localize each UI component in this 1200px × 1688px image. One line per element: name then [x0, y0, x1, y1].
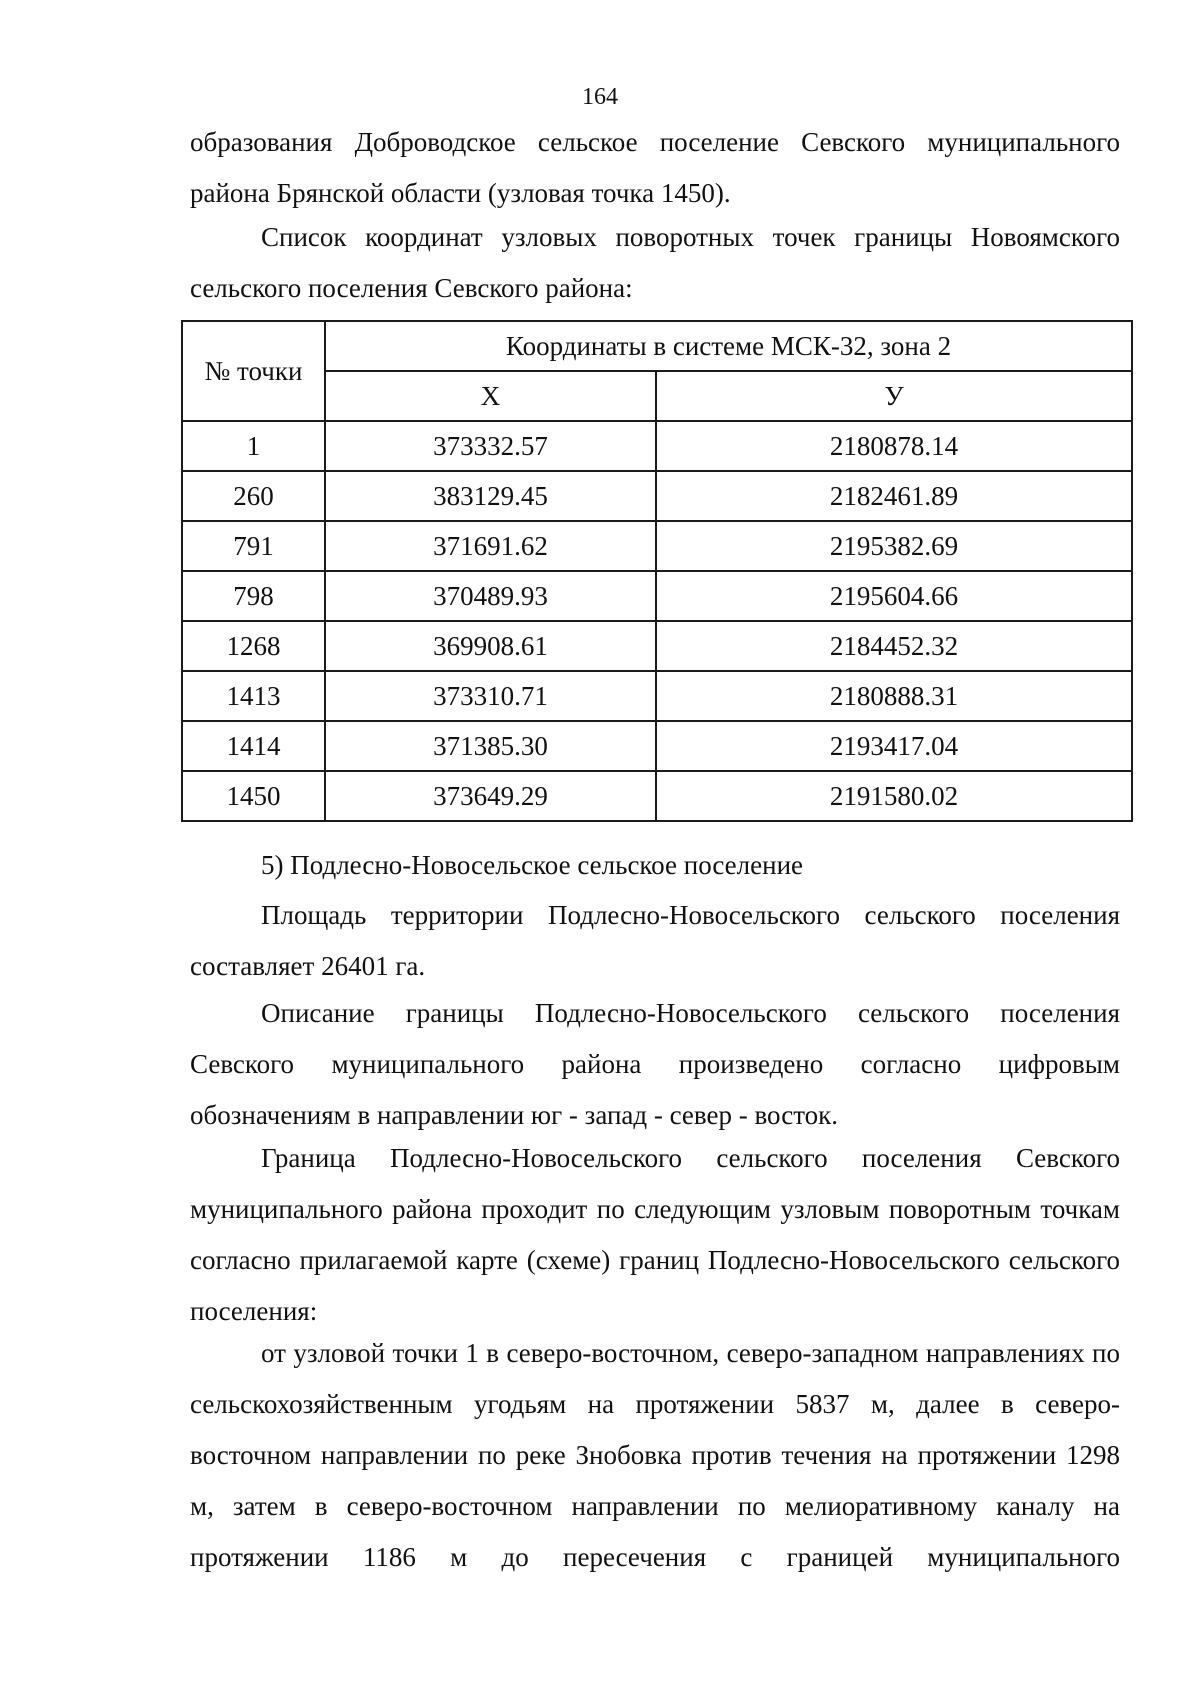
coordinates-table: [181, 320, 1133, 822]
x-cell: 373332.57: [325, 421, 656, 471]
point-cell: 1: [182, 421, 325, 471]
x-cell: 373649.29: [325, 771, 656, 821]
table-row: [182, 771, 1132, 821]
description-paragraph: Описание границы Подлесно-Новосельского сельского поселения Севского муниципального района произведено согласно цифровым обозначениям в направлении юг - запад - север - восток.: [190, 998, 1120, 1130]
y-cell: 2180878.14: [656, 421, 1132, 471]
y-cell: 2193417.04: [656, 721, 1132, 771]
list-heading: Список координат узловых поворотных точек границы Новоямского сельского поселения Севского района:: [190, 222, 1120, 303]
point-cell: 1450: [182, 771, 325, 821]
point-cell: 791: [182, 521, 325, 571]
route-paragraph: от узловой точки 1 в северо-восточном, северо-западном направлениях по сельскохозяйственным угодьям на протяжении 5837 м, далее в северо-восточном направлении по реке Знобовка против течения на протяжении 1298 м, затем в северо-восточном направлении по мелиоративному каналу на протяжении 1186 м до пересечения с границей муниципального: [190, 1338, 1120, 1572]
boundary-paragraph: Граница Подлесно-Новосельского сельского поселения Севского муниципального района проходит по следующим узловым поворотным точкам согласно прилагаемой карте (схеме) границ Подлесно-Новосельского сельского поселения:: [190, 1143, 1120, 1326]
table-row: [182, 521, 1132, 571]
area-paragraph: Площадь территории Подлесно-Новосельского сельского поселения составляет 26401 га.: [190, 900, 1120, 981]
x-cell: 370489.93: [325, 571, 656, 621]
y-cell: 2195604.66: [656, 571, 1132, 621]
coords-system-header: Координаты в системе МСК-32, зона 2: [325, 321, 1132, 371]
x-header: X: [325, 371, 656, 421]
point-number-header: № точки: [182, 321, 325, 421]
x-cell: 371691.62: [325, 521, 656, 571]
table-row: [182, 571, 1132, 621]
table-row: [182, 421, 1132, 471]
x-cell: 373310.71: [325, 671, 656, 721]
table-row: [182, 471, 1132, 521]
y-header: У: [656, 371, 1132, 421]
section-title: 5) Подлесно-Новосельское сельское поселение: [261, 850, 804, 880]
x-cell: 383129.45: [325, 471, 656, 521]
point-cell: 1414: [182, 721, 325, 771]
x-cell: 371385.30: [325, 721, 656, 771]
table-row: [182, 621, 1132, 671]
point-cell: 1413: [182, 671, 325, 721]
table-row: [182, 671, 1132, 721]
y-cell: 2180888.31: [656, 671, 1132, 721]
table-row: [182, 721, 1132, 771]
y-cell: 2195382.69: [656, 521, 1132, 571]
y-cell: 2182461.89: [656, 471, 1132, 521]
y-cell: 2191580.02: [656, 771, 1132, 821]
point-cell: 798: [182, 571, 325, 621]
y-cell: 2184452.32: [656, 621, 1132, 671]
x-cell: 369908.61: [325, 621, 656, 671]
page-number: 164: [582, 84, 618, 110]
intro-paragraph: образования Доброводское сельское поселение Севского муниципального района Брянской области (узловая точка 1450).: [190, 127, 1120, 208]
point-cell: 260: [182, 471, 325, 521]
point-cell: 1268: [182, 621, 325, 671]
